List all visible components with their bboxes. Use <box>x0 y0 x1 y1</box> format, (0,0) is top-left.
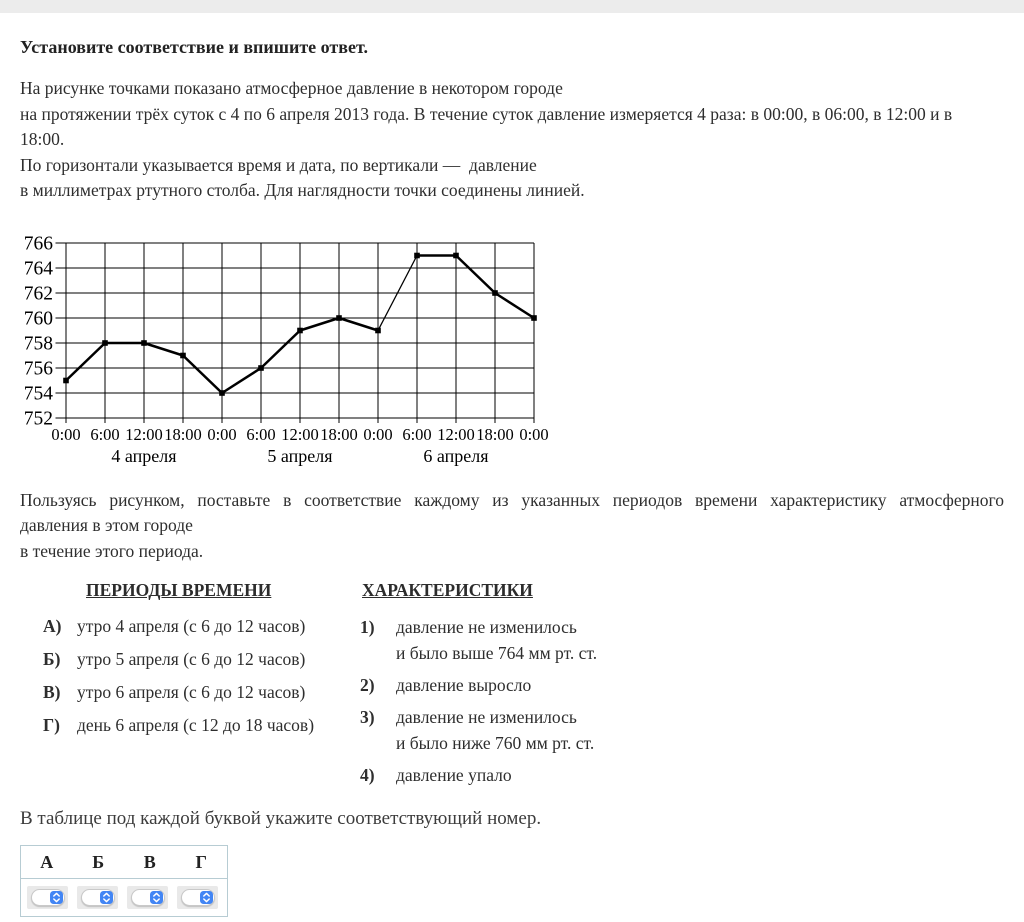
answer-select-Г[interactable] <box>181 889 215 906</box>
characteristic-text <box>396 762 512 788</box>
answer-cell-Б <box>77 886 118 909</box>
top-bar <box>0 0 1024 13</box>
text-line: и было ниже 760 мм рт. ст. <box>396 733 595 753</box>
chart-line-segment <box>183 355 222 393</box>
svg-text:752: 752 <box>23 408 53 429</box>
svg-text:758: 758 <box>23 333 53 354</box>
characteristics-header: ХАРАКТЕРИСТИКИ <box>362 580 533 600</box>
svg-text:18:00: 18:00 <box>320 424 358 444</box>
svg-text:18:00: 18:00 <box>476 424 514 444</box>
characteristic-item-0 <box>360 614 597 666</box>
svg-text:762: 762 <box>23 283 53 304</box>
answer-column-label-В: В <box>143 851 156 872</box>
svg-text:4 апреля: 4 апреля <box>111 445 177 466</box>
svg-text:6:00: 6:00 <box>246 424 276 444</box>
chart-point <box>141 340 147 346</box>
intro-paragraph <box>20 76 1004 204</box>
characteristic-text <box>396 704 594 756</box>
chart-point <box>102 340 108 346</box>
chart-point <box>258 365 264 371</box>
answer-select-Б[interactable] <box>81 889 115 906</box>
period-text: день 6 апреля (с 12 до 18 часов) <box>77 715 315 735</box>
text-line: давление не изменилось <box>396 617 577 637</box>
question-title: Установите соответствие и впишите ответ. <box>20 37 368 57</box>
period-key: Г) <box>43 715 60 735</box>
chart-line-segment <box>339 318 378 331</box>
characteristic-item-1 <box>360 672 597 698</box>
svg-text:5 апреля: 5 апреля <box>267 445 333 466</box>
answer-select-А[interactable] <box>31 889 65 906</box>
period-key: Б) <box>43 649 61 669</box>
svg-text:6 апреля: 6 апреля <box>423 445 489 466</box>
answer-cell-А <box>27 886 68 909</box>
text-line: в течение этого периода. <box>20 540 204 561</box>
text-line: 18:00. <box>20 129 65 149</box>
characteristic-item-3 <box>360 762 597 788</box>
chart-point <box>414 252 420 258</box>
period-text: утро 5 апреля (с 6 до 12 часов) <box>77 649 306 669</box>
chart-point <box>297 327 303 333</box>
characteristics-list <box>360 614 597 794</box>
period-key: В) <box>43 682 61 702</box>
matching-headers <box>20 580 1004 604</box>
text-line: давления в этом городе <box>20 515 193 535</box>
text-line: давление не изменилось <box>396 707 577 727</box>
svg-text:0:00: 0:00 <box>51 424 81 444</box>
chart-line-segment <box>144 343 183 356</box>
svg-text:0:00: 0:00 <box>363 424 393 444</box>
period-key: А) <box>43 616 62 636</box>
chart-line-segment <box>456 255 495 293</box>
characteristic-key: 2) <box>360 675 375 695</box>
svg-text:12:00: 12:00 <box>281 424 319 444</box>
svg-text:6:00: 6:00 <box>402 424 432 444</box>
answer-column-label-Б: Б <box>92 851 105 872</box>
answer-table <box>20 845 228 917</box>
select-stepper-icon <box>150 891 163 904</box>
period-text: утро 6 апреля (с 6 до 12 часов) <box>77 682 306 702</box>
characteristic-key: 4) <box>360 765 375 785</box>
chart-point <box>336 315 342 321</box>
chart-point <box>219 390 225 396</box>
chart-point <box>453 252 459 258</box>
chart-line-segment <box>300 318 339 331</box>
text-line: давление упало <box>396 765 512 785</box>
chart-line-segment <box>222 368 261 393</box>
answer-column-label-А: А <box>40 851 54 872</box>
question-body <box>0 37 1024 917</box>
characteristic-key: 1) <box>360 617 375 637</box>
pressure-chart <box>20 230 565 470</box>
text-line: По горизонтали указывается время и дата, по вертикали — давление <box>20 154 537 175</box>
svg-text:0:00: 0:00 <box>519 424 549 444</box>
chart-line-segment <box>495 293 534 318</box>
characteristic-key: 3) <box>360 707 375 727</box>
answer-cell-В <box>127 886 168 909</box>
chart-line-segment <box>261 330 300 368</box>
answer-instruction: В таблице под каждой буквой укажите соответствующий номер. <box>20 808 542 829</box>
period-text: утро 4 апреля (с 6 до 12 часов) <box>77 616 306 636</box>
answer-cell-Г <box>177 886 218 909</box>
svg-text:756: 756 <box>23 358 53 379</box>
text-line: и было выше 764 мм рт. ст. <box>396 643 598 663</box>
answer-column-label-Г: Г <box>195 851 207 872</box>
answer-select-В[interactable] <box>131 889 165 906</box>
chart-point <box>63 377 69 383</box>
svg-text:0:00: 0:00 <box>207 424 237 444</box>
answer-table-header <box>21 846 227 879</box>
text-line: на протяжении трёх суток с 4 по 6 апреля 2013 года. В течение суток давление измеряется 4 раза: в 00:00, в 06:00, в 12:00 и в <box>20 103 953 124</box>
text-line: давление выросло <box>396 675 532 695</box>
svg-text:12:00: 12:00 <box>437 424 475 444</box>
select-stepper-icon <box>200 891 213 904</box>
task-paragraph <box>20 488 1004 565</box>
answer-table-selects <box>21 879 227 916</box>
chart-point <box>180 352 186 358</box>
select-stepper-icon <box>50 891 63 904</box>
svg-text:754: 754 <box>23 383 53 404</box>
text-line: На рисунке точками показано атмосферное давление в некотором городе <box>20 78 563 98</box>
select-stepper-icon <box>100 891 113 904</box>
characteristic-item-2 <box>360 704 597 756</box>
chart-point <box>492 290 498 296</box>
characteristic-text <box>396 672 531 698</box>
characteristic-text <box>396 614 597 666</box>
pressure-chart-svg <box>20 230 565 470</box>
svg-text:18:00: 18:00 <box>164 424 202 444</box>
svg-text:766: 766 <box>23 233 53 254</box>
svg-text:6:00: 6:00 <box>90 424 120 444</box>
matching-lists <box>20 614 1004 792</box>
periods-header: ПЕРИОДЫ ВРЕМЕНИ <box>86 580 272 600</box>
svg-text:760: 760 <box>23 308 53 329</box>
chart-line-segment <box>66 343 105 381</box>
svg-text:12:00: 12:00 <box>125 424 163 444</box>
svg-text:764: 764 <box>23 258 53 279</box>
chart-point <box>375 327 381 333</box>
chart-point <box>531 315 537 321</box>
text-line: Пользуясь рисунком, поставьте в соответствие каждому из указанных периодов времени характеристику атмосферного <box>20 489 1004 510</box>
text-line: в миллиметрах ртутного столба. Для наглядности точки соединены линией. <box>20 180 585 200</box>
